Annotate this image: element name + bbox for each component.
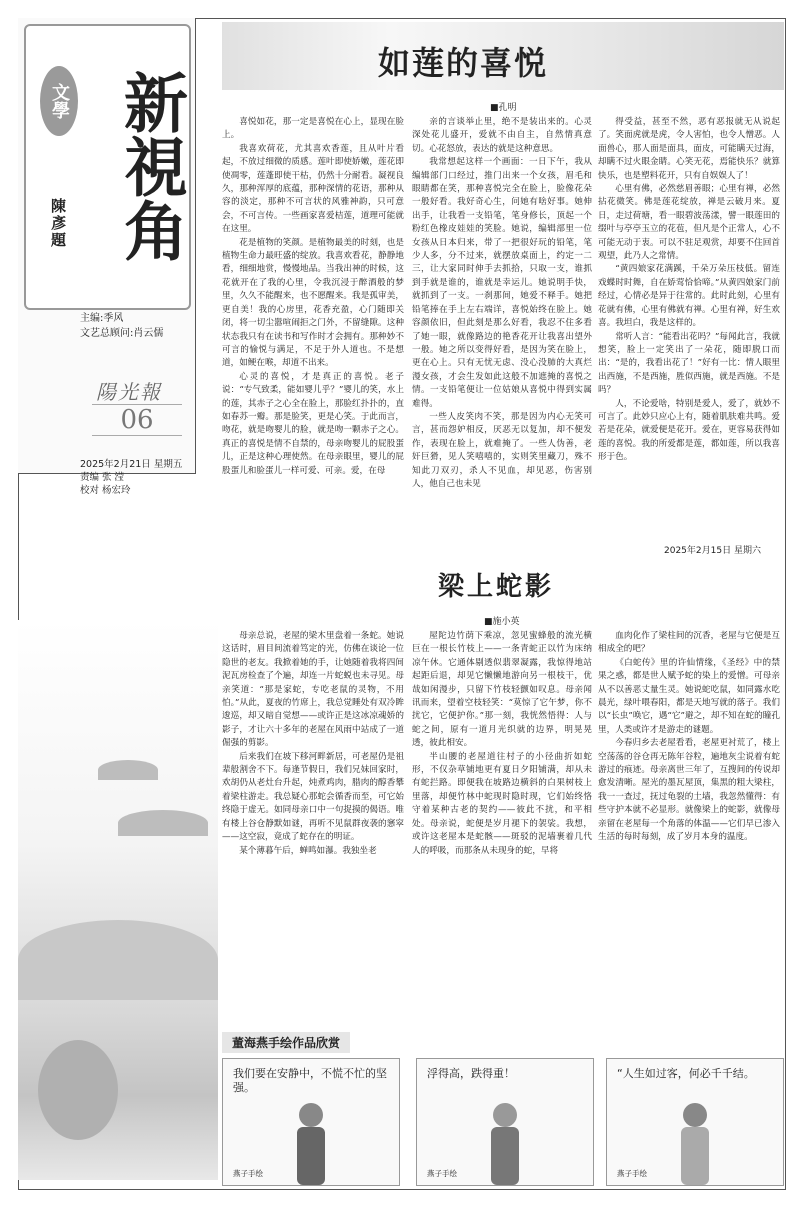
section-sidebar — [18, 18, 196, 496]
paragraph: 亲的言谈举止里，绝不是装出来的。心灵深处花儿盛开，爱就不由自主，自然情真意切。心花怒放，表达的就是这种意思。 — [412, 117, 592, 154]
article1-title: 如莲的喜悦 — [378, 44, 549, 82]
card-credit: 燕子手绘 — [617, 1169, 647, 1178]
article1-column-3 — [598, 116, 780, 540]
paragraph: 《白蛇传》里的许仙情缘，《圣经》中的禁果之惑，都是世人赋予蛇的染上的爱憎。可母亲从不以善恶丈量生灵。她说蛇吃鼠，如同露水吃晨光，绿叶喂春阳，都是天地写就的落子。我们以“长虫”唤它，遇“它”避之，却不知在蛇的瞳孔里，人类或许才是游走的谜题。 — [598, 657, 780, 735]
proofreader: 校对 杨宏玲 — [80, 485, 131, 496]
mountain-shape — [98, 760, 158, 780]
paragraph: 常听人言：“能看出花吗？”每闻此言，我就想笑，脸上一定笑出了一朵花，随即脱口而出：“是的，我看出花了！”好有一比：情人眼里出西施，不是西施，胜似西施，就是西施。不是吗？ — [598, 331, 780, 396]
paragraph: 后来我们在坡下移河畔新居，可老屋仍是祖辈般割舍不下。每逢节假日，我们兄妹回家时，欢胡仍从老灶台升起，炖煮鸡肉，腊肉的醇香攀着梁柱游走。我总疑心那蛇会循香而至，可它始终隐于虚无。如同母亲口中一句捉摸的偈语。唯有楼上谷仓静默如谜，再听不见鼠群夜袭的窸窣——这空寂，竟成了蛇存在的明证。 — [222, 751, 404, 843]
card-credit: 燕子手绘 — [233, 1169, 263, 1178]
paragraph: 母亲总说，老屋的梁木里盘着一条蛇。她说这话时，眉目间流着笃定的光，仿佛在谈论一位隐世的老友。我掀着她的手，让她随着我将四间泥瓦房检查了个遍，却连一片蛇蜕也未寻见。母亲笑道：“那是家蛇，专吃老鼠的灵物，不用怕。”从此，夏夜的竹席上，我总觉睡处有双冷眸逡巡，却又暗自觉想——或许正是这冰凉魂娇的影子，才让六十多年的老屋在风雨中站成了一道倔强的剪影。 — [222, 631, 404, 749]
paragraph: 得受益，甚至不然，恶有恶报就无从说起了。笑面虎就是虎，令人害怕，也令人憎恶。人面兽心，那人面是面具，面皮，可能瞒天过海，却瞒不过火眼金睛。心笑无花，焉能快乐？就算快乐，也是塑料花开，只有自娱娱人了！ — [598, 117, 780, 181]
paper-name: 陽光報 — [96, 380, 162, 404]
article2-title: 梁上蛇影 — [438, 572, 555, 602]
chief-editor: 主编:季风 — [80, 313, 124, 324]
paragraph: 今春归乡去老屋看看，老屋更衬荒了，楼上空荡荡的谷仓再无陈年谷粒，遍地灰尘说着有蛇游过的痕迹。母亲离世三年了，互搜间的传说却愈发清晰。屋光的墨瓦屋顶，集黑的粗大梁柱，我一一查过，抚过龟裂的土墙，我忽然懂得：有些守护本就不必显形。就像梁上的蛇影，就像母亲留在老屋每一个角落的体温——它们早已渗入生活的每时每刻，成了岁月本身的温度。 — [598, 738, 780, 843]
article2-column-1 — [222, 630, 404, 1025]
section-badge: 文學 — [40, 66, 78, 136]
paragraph: 喜悦如花，那一定是喜悦在心上，显现在脸上。 — [222, 117, 404, 141]
gallery-card — [416, 1058, 594, 1186]
section-masthead: 新視角 — [113, 70, 188, 262]
responsible-editor: 责编 张 滢 — [80, 472, 125, 483]
card-credit: 燕子手绘 — [427, 1169, 457, 1178]
editor-credits — [80, 311, 163, 341]
paragraph: 血肉化作了梁柱间的沉香，老屋与它便是互相成全的吧？ — [598, 631, 780, 655]
paragraph: 我喜欢荷花，尤其喜欢香莲，且从叶片看起，不放过细微的质感。莲叶即使娇嫩，莲花即使凋零，莲蓬即使干枯，仍然十分耐看。凝视良久，那种浑厚的底蕴，那种深情的花语，那种从容的淡定，那种不可言状的风雅神韵，只可意会，不可言传。一些画家喜爱桔莲，道理可能就在这里。 — [222, 143, 404, 235]
issue-date: 2025年2月21日 星期五 — [80, 459, 183, 470]
paragraph: 半山腰的老屋道往村子的小径曲折如蛇形，不仅杂草铺地更有夏日夕阳铺满，却从未有蛇拦路。即便我在坡路边横斜的白果树枝上里落，却便竹林中蛇现时隐时现，它们始终恪守着某种古老的契约——彼此不扰，和平相处。母亲说，蛇便是岁月褪下的袈裟。我想，或许这老屋本是蛇骸——斑驳的泥墙裹着几代人的呼吸，而那条从未现身的蛇，早将 — [412, 751, 592, 856]
article2-column-2 — [412, 630, 592, 1025]
paragraph: 心灵的喜悦，才是真正的喜悦。老子说：“专气致柔，能如婴儿乎？”婴儿的笑，水上的莲，其赤子之心全在脸上，那脸红扑扑的，直如春苏一瓣。那是脸笑，更是心笑。于此而言，吻花，就是吻婴儿的脸，就是吻一颗赤子之心。真正的喜悦是情不自禁的，母亲吻婴儿的屁股蛋儿，正是这种心理使然。在母亲眼里，婴儿的屁股蛋儿和脸蛋儿一样可爱、可亲。爱，在母 — [222, 371, 404, 476]
mountain-shape — [18, 920, 218, 1000]
landscape-ink-illustration — [18, 620, 218, 1180]
card-caption: 我们要在安静中，不慌不忙的坚强。 — [233, 1067, 387, 1094]
page-number: 06 — [92, 404, 182, 436]
article2-column-3 — [598, 630, 780, 1025]
girl-illustration — [665, 1095, 725, 1185]
gallery-card — [222, 1058, 400, 1186]
paragraph: 一些人皮笑肉不笑，那是因为内心无笑可言，甚而怨妒相反，厌恶无以复加，却不便发作，表现在脸上，就难掩了。一些人伪善，老奸巨猾，见人笑嘻嘻的，实则笑里藏刀，殊不知此刀双刃，杀人不见血，却见恶，伤害别人，他自己也未见 — [412, 411, 592, 489]
card-caption: “人生如过客，何必千千结。 — [617, 1067, 755, 1080]
girl-illustration — [475, 1095, 535, 1185]
article1-column-1 — [222, 116, 404, 556]
paragraph: 花是植物的笑颜。是植物最美的时刻，也是植物生命力最旺盛的绽放。我喜欢看花，静静地看，细细地赏，慢慢地品。当我出神的时候，这花就开在了我的心里，令我沉浸于醉酒般的梦里，久久不能醒来，也不愿醒来。我是孤审美，更自美！我的心房里，花香充盈，心门随即关闭，将一切尘嚣喧闹拒之门外，不留缝隙。这种状态我只有在读书和写作时才会拥有。那种妙不可言的愉悦与满足，不足于外人道也。不是想道，如鲠在喉，却道不出来。 — [222, 237, 404, 369]
article1-column-2 — [412, 116, 592, 556]
article2-byline: ■施小英 — [484, 617, 520, 627]
paragraph: 屋陀边竹荫下乘凉，忽见蜜蜂般的流光横巨在一根长竹枝上——一条青蛇正以竹为床纳凉午休。它通体剔透似翡翠凝露，我惊得地站起距后退，却见它懒懒地游向另一根枝干，优哉如闲漫步，只留下竹枝轻颤如叹息。母亲闻讯而来，望着空枝轻笑：“莫惊了它午梦，你不扰它，它便护你。”那一刻，我恍然悟得：人与蛇之间，原有一道月光织就的边界，明晃晃透，彼此相安。 — [412, 631, 592, 749]
card-caption: 浮得高，跌得重！ — [427, 1067, 515, 1080]
paragraph: 人，不论爱啥，特别是爱人，爱了，就妙不可言了。此妙只应心上有，随着肌肤难共鸣。爱若是花朵，就爱便是花开。爱在，更容易获得如莲的喜悦。我的所爱都是莲，都如莲，所以我喜形于色。 — [598, 398, 780, 463]
paragraph: “黄四娘家花满蹊，千朵万朵压枝低。留连戏蝶时时舞，自在娇莺恰恰啼。”从黄四娘家门前经过，心情必是异于往常的。此时此刻，心里有花就有佛，心里有佛就有禅。心里有禅，好生欢喜。我坦白，我是这样的。 — [598, 264, 780, 329]
article1-byline: ■孔明 — [490, 103, 517, 113]
calligraphy-signature: 陳彥題 — [49, 198, 67, 249]
gallery-heading: 董海燕手绘作品欣赏 — [222, 1032, 350, 1053]
mountain-shape — [118, 810, 208, 836]
article1-dateline: 2025年2月15日 星期六 — [664, 546, 761, 556]
paragraph: 心里有佛，必然慈眉善眼；心里有禅，必然拈花微笑。佛是莲花绽放，禅是云破月来。夏日，走过荷塘，看一眼碧波荡漾，譬一眼莲田的缀叶与亭亭玉立的花苞，但凡是个正常人，心不可能无动于衷。可以不驻足观赏，却要不住回首观望，此乃人之常情。 — [598, 184, 780, 262]
art-advisor: 文艺总顾问:肖云儒 — [80, 328, 164, 339]
paragraph: 某个薄暮午后，蝉鸣如瀑。我独坐老 — [239, 845, 377, 856]
girl-illustration — [281, 1095, 341, 1185]
gallery-card — [606, 1058, 784, 1186]
paragraph: 我常想起这样一个画面：一日下午，我从编辑部门口经过，推门出来一个女孩，眉毛和眼睛都在笑，那种喜悦完全在脸上，脸像花朵一般好看。我好奇心生，问她有啥好事。她伸出手，让我看一支铅笔，笔身修长，顶起一个粉红色橡皮娃娃的笑脸。她说，编辑部里一位女孩从日本归来，带了一把很好玩的铅笔，笔少人多，分不过来，就摆放桌面上，约定一二三，让大家同时伸手去抓拾，只取一支，谁抓到手就是谁的，谁就是幸运儿。她说明手快，就抓到了一支。一刹那间，她爱不释手。她把铅笔捧在手上左右端详，喜悦始终在脸上。她容颜依旧，但此刻是那么好看，我忍不住多看了她一眼，就像路边的艳香花开让我喜出望外一般。她之所以变得好看，是因为笑在脸上，更在心上。只有无忧无虑、没心没肺的大真烂漫女孩，才会生发如此这般不加遮掩的喜悦之情。一支铅笔便让一位姑娘从喜悦中得到实属难得。 — [412, 157, 592, 409]
tree-shape — [38, 1040, 118, 1140]
issue-info — [80, 458, 182, 497]
